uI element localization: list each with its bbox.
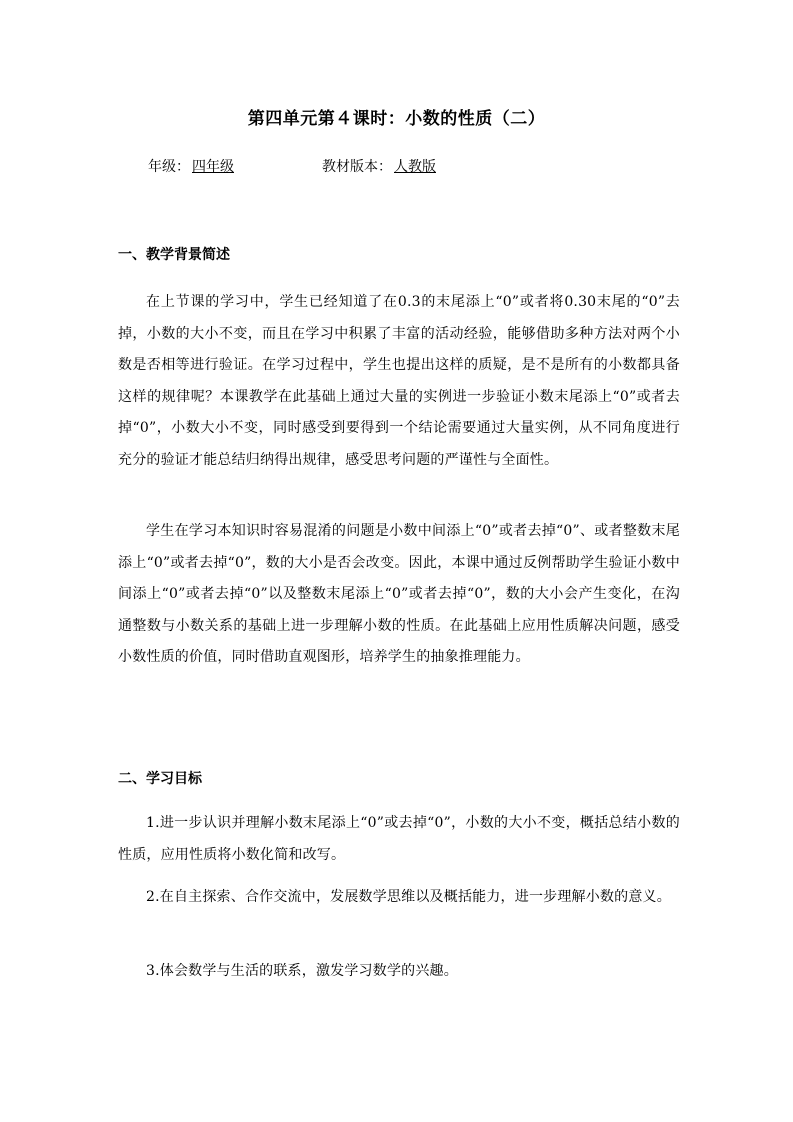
edition-label: 教材版本：: [322, 159, 392, 175]
background-paragraph-2: 学生在学习本知识时容易混淆的问题是小数中间添上“0”或者去掉“0”、或者整数末尾添上“0”或者去掉“0”，数的大小是否会改变。因此，本课中通过反例帮助学生验证小数中间添上“0”或者去掉“0”以及整数末尾添上“0”或者去掉“0”，数的大小会产生变化，在沟通整数与小数关系的基础上进一步理解小数的性质。在此基础上应用性质解决问题，感受小数性质的价值，同时借助直观图形，培养学生的抽象推理能力。: [118, 523, 680, 665]
grade-value: 四年级: [192, 159, 234, 175]
goal-item-3: 3.体会数学与生活的联系，激发学习数学的兴趣。: [146, 963, 458, 979]
document-title: 第四单元第４课时：小数的性质（二）: [247, 109, 546, 129]
grade-label: 年级：: [148, 159, 190, 175]
goal-item-1: 1.进一步认识并理解小数末尾添上“0”或去掉“0”，小数的大小不变，概括总结小数的性质，应用性质将小数化简和改写。: [118, 815, 680, 863]
section-heading-goals: 二、学习目标: [118, 771, 202, 787]
section-heading-background: 一、教学背景简述: [118, 247, 230, 263]
background-paragraph-1: 在上节课的学习中，学生已经知道了在0.3的末尾添上“0”或者将0.30末尾的“0”去掉，小数的大小不变，而且在学习中积累了丰富的活动经验，能够借助多种方法对两个小数是否相等进行验证。在学习过程中，学生也提出这样的质疑，是不是所有的小数都具备这样的规律呢？本课教学在此基础上通过大量的实例进一步验证小数末尾添上“0”或者去掉“0”，小数大小不变，同时感受到要得到一个结论需要通过大量实例，从不同角度进行充分的验证才能总结归纳得出规律，感受思考问题的严谨性与全面性。: [118, 294, 680, 468]
edition-value: 人教版: [394, 159, 436, 175]
goal-item-2: 2.在自主探索、合作交流中，发展数学思维以及概括能力，进一步理解小数的意义。: [146, 889, 671, 905]
meta-line: [148, 156, 460, 176]
